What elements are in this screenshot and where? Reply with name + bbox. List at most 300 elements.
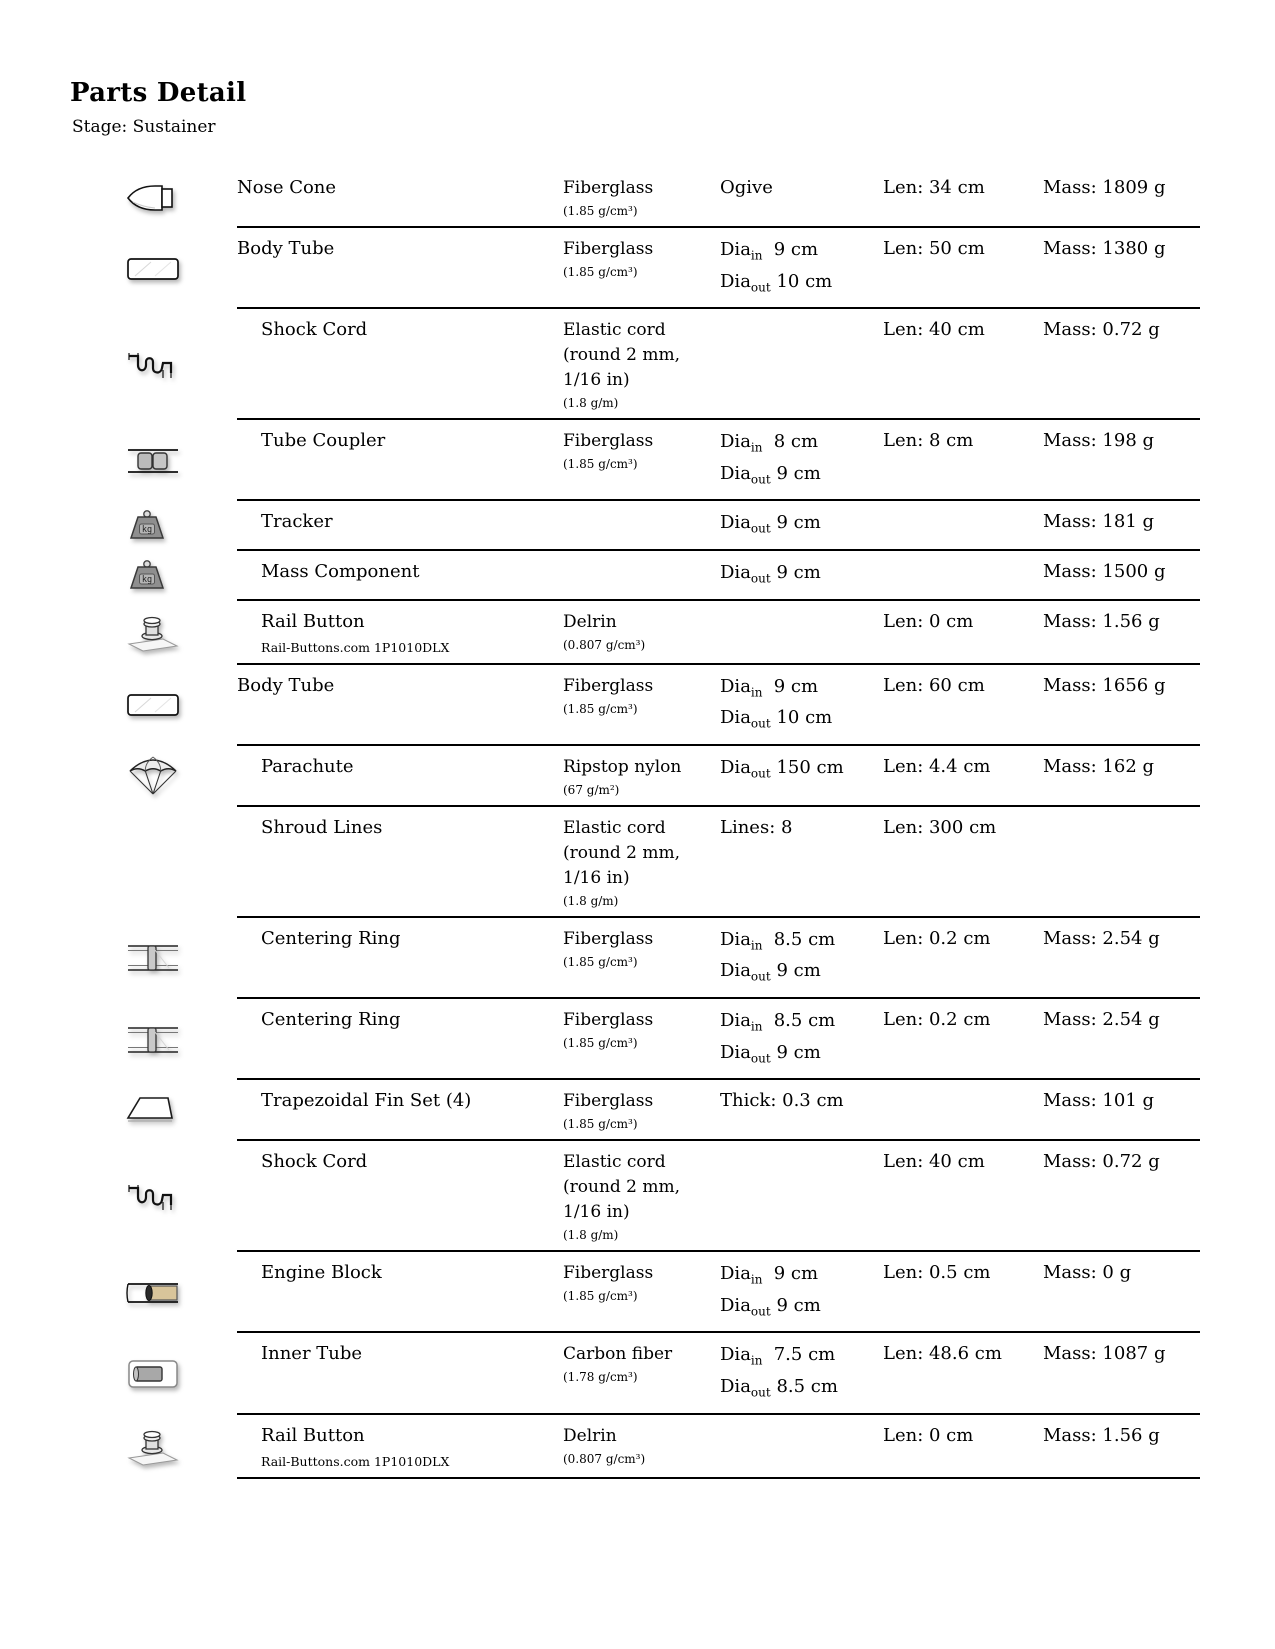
- part-name: Shroud Lines: [261, 816, 383, 838]
- name-cell: [237, 318, 563, 411]
- shock-cord-icon: [120, 1141, 237, 1252]
- material-name: Fiberglass: [563, 431, 654, 452]
- svg-text:kg: kg: [141, 525, 153, 536]
- dia-out-line: [720, 1293, 883, 1325]
- dia-word: Dia: [720, 756, 751, 778]
- mass-cell: [1043, 674, 1200, 737]
- tube-coupler-icon: [120, 420, 237, 501]
- material-name: Fiberglass: [563, 928, 654, 949]
- mass-value: Mass: 1500 g: [1043, 560, 1166, 582]
- dia-word: Dia: [720, 1009, 751, 1031]
- dia-in-label: [720, 1261, 768, 1293]
- mass-value: Mass: 1809 g: [1043, 177, 1166, 198]
- table-row: [120, 309, 1200, 420]
- dia-word: Dia: [720, 1344, 751, 1366]
- table-row: [120, 420, 1200, 501]
- row-content: [237, 807, 1200, 918]
- dia-in-subscript: in: [750, 440, 763, 455]
- material-density: (67 g/m²): [563, 782, 620, 797]
- length-cell: [883, 1342, 1043, 1405]
- material-density: (1.8 g/m): [563, 893, 619, 908]
- page-title: Parts Detail: [70, 78, 247, 108]
- dia-out-label: [720, 1374, 771, 1406]
- name-cell: [237, 560, 563, 592]
- dia-word: Dia: [720, 960, 751, 982]
- parachute-icon: [120, 746, 237, 807]
- shape-cell: [720, 927, 883, 990]
- shape-cell: [720, 1424, 883, 1470]
- part-name: Inner Tube: [261, 1343, 363, 1365]
- material-cell: [563, 674, 720, 737]
- dia-out-subscript: out: [750, 969, 771, 984]
- mass-cell: [1043, 176, 1200, 219]
- dia-word: Dia: [720, 512, 751, 534]
- dia-in-value: 8 cm: [773, 431, 819, 453]
- material-cell: [563, 927, 720, 990]
- dia-out-line: [720, 1040, 883, 1072]
- length-value: Len: 0.5 cm: [883, 1262, 991, 1284]
- dia-out-value: 9 cm: [776, 512, 821, 534]
- body-tube-icon: [120, 665, 237, 746]
- table-row: [120, 1252, 1200, 1333]
- material-cell: [563, 755, 720, 798]
- name-cell: [237, 927, 563, 990]
- row-content: [237, 665, 1200, 746]
- material-name: Delrin: [563, 1425, 617, 1446]
- dia-out-subscript: out: [750, 571, 771, 586]
- mass-cell: [1043, 237, 1200, 300]
- dia-word: Dia: [720, 928, 751, 950]
- table-row: [120, 1141, 1200, 1252]
- material-cell: [563, 318, 720, 411]
- dia-in-label: [720, 429, 768, 461]
- mass-cell: [1043, 927, 1200, 990]
- dia-out-label: [720, 269, 771, 301]
- rail-button-icon: [120, 1415, 237, 1479]
- dia-in-subscript: in: [750, 1019, 763, 1034]
- part-name: Shock Cord: [261, 1151, 368, 1173]
- dia-in-subscript: in: [750, 1353, 763, 1368]
- length-value: Len: 0.2 cm: [883, 1008, 991, 1030]
- mass-cell: [1043, 610, 1200, 656]
- dia-out-value: 9 cm: [776, 561, 821, 583]
- length-cell: [883, 610, 1043, 656]
- part-name: Centering Ring: [261, 1008, 401, 1030]
- material-cell: [563, 176, 720, 219]
- mass-value: Mass: 101 g: [1043, 1090, 1155, 1112]
- row-content: [237, 551, 1200, 601]
- dia-word: Dia: [720, 707, 751, 729]
- dia-out-line: [720, 269, 883, 301]
- shape-cell: [720, 1342, 883, 1405]
- dia-out-value: 9 cm: [776, 462, 821, 484]
- part-name: Tracker: [261, 511, 333, 533]
- shape-cell: [720, 755, 883, 798]
- material-density: (1.85 g/cm³): [563, 1289, 638, 1304]
- part-subtitle: Rail-Buttons.com 1P1010DLX: [261, 1453, 450, 1469]
- table-row: [120, 601, 1200, 665]
- row-content: [237, 309, 1200, 420]
- shape-cell: [720, 1008, 883, 1071]
- dia-in-value: 9 cm: [773, 1263, 819, 1285]
- dia-out-value: 9 cm: [776, 1041, 821, 1063]
- dia-out-value: 9 cm: [776, 960, 821, 982]
- dia-out-label: [720, 1040, 771, 1072]
- mass-value: Mass: 0 g: [1043, 1262, 1132, 1284]
- dia-word: Dia: [720, 462, 751, 484]
- length-value: Len: 0.2 cm: [883, 927, 991, 949]
- part-name: Engine Block: [261, 1262, 382, 1284]
- length-cell: [883, 318, 1043, 411]
- row-content: [237, 918, 1200, 999]
- dia-in-line: [720, 1261, 883, 1293]
- row-content: [237, 167, 1200, 228]
- name-cell: [237, 510, 563, 542]
- dia-out-label: [720, 755, 771, 787]
- name-cell: [237, 674, 563, 737]
- dia-in-line: [720, 1008, 883, 1040]
- row-content: [237, 999, 1200, 1080]
- material-density: (1.85 g/cm³): [563, 457, 638, 472]
- material-cell: [563, 1089, 720, 1132]
- length-value: Len: 300 cm: [883, 816, 997, 838]
- length-cell: [883, 816, 1043, 909]
- shape-cell: [720, 429, 883, 492]
- name-cell: [237, 1150, 563, 1243]
- dia-out-line: [720, 1374, 883, 1406]
- mass-value: Mass: 1380 g: [1043, 238, 1166, 259]
- part-name: Rail Button: [261, 1424, 365, 1446]
- dia-in-value: 8.5 cm: [773, 928, 836, 950]
- mass-value: Mass: 0.72 g: [1043, 1151, 1160, 1173]
- dia-in-label: [720, 674, 768, 706]
- row-content: [237, 746, 1200, 807]
- part-subtitle: Rail-Buttons.com 1P1010DLX: [261, 639, 450, 655]
- name-cell: [237, 1008, 563, 1071]
- mass-cell: [1043, 1008, 1200, 1071]
- material-cell: [563, 1424, 720, 1470]
- material-cell: [563, 510, 720, 542]
- row-content: [237, 501, 1200, 551]
- dia-in-label: [720, 1342, 768, 1374]
- dia-word: Dia: [720, 561, 751, 583]
- dia-out-line: [720, 755, 883, 787]
- material-name: Fiberglass: [563, 1263, 654, 1284]
- shape-cell: [720, 176, 883, 219]
- material-name: Elastic cord (round 2 mm, 1/16 in): [563, 1152, 681, 1223]
- dia-word: Dia: [720, 1263, 751, 1285]
- length-cell: [883, 927, 1043, 990]
- material-name: Elastic cord (round 2 mm, 1/16 in): [563, 320, 681, 391]
- dia-in-line: [720, 674, 883, 706]
- name-cell: [237, 1424, 563, 1470]
- length-value: Len: 50 cm: [883, 238, 985, 259]
- dia-in-subscript: in: [750, 1272, 763, 1287]
- length-value: Len: 60 cm: [883, 674, 985, 696]
- dia-out-value: 9 cm: [776, 1294, 821, 1316]
- dia-out-line: [720, 510, 883, 542]
- stage-subtitle: Stage: Sustainer: [72, 117, 216, 137]
- material-density: (1.85 g/cm³): [563, 954, 638, 969]
- part-name: Body Tube: [237, 238, 335, 259]
- part-name: Centering Ring: [261, 927, 401, 949]
- engine-block-icon: [120, 1252, 237, 1333]
- dia-in-value: 7.5 cm: [773, 1344, 836, 1366]
- mass-cell: [1043, 1342, 1200, 1405]
- material-cell: [563, 429, 720, 492]
- table-row: [120, 807, 1200, 918]
- material-cell: [563, 1150, 720, 1243]
- shape-cell: [720, 237, 883, 300]
- dia-in-subscript: in: [750, 938, 763, 953]
- shape-cell: [720, 1089, 883, 1132]
- rail-button-icon: [120, 601, 237, 665]
- fin-trapezoid-icon: [120, 1080, 237, 1141]
- shape-cell: [720, 510, 883, 542]
- dia-out-value: 8.5 cm: [776, 1375, 838, 1397]
- material-name: Fiberglass: [563, 239, 654, 259]
- shape-cell: [720, 1150, 883, 1243]
- material-density: (0.807 g/cm³): [563, 1451, 646, 1466]
- mass-cell: [1043, 1150, 1200, 1243]
- table-row: [120, 551, 1200, 601]
- name-cell: [237, 816, 563, 909]
- length-value: Len: 48.6 cm: [883, 1343, 1002, 1365]
- shock-cord-icon: [120, 309, 237, 420]
- mass-value: Mass: 1087 g: [1043, 1343, 1166, 1365]
- centering-ring-icon: [120, 999, 237, 1080]
- material-name: Fiberglass: [563, 1009, 654, 1030]
- nose-cone-icon: [120, 167, 237, 228]
- dia-out-label: [720, 461, 771, 493]
- length-value: Len: 8 cm: [883, 430, 974, 452]
- material-cell: [563, 610, 720, 656]
- name-cell: [237, 1089, 563, 1132]
- row-content: [237, 1141, 1200, 1252]
- row-content: [237, 1252, 1200, 1333]
- material-name: Carbon fiber: [563, 1344, 673, 1365]
- material-density: (1.85 g/cm³): [563, 265, 638, 279]
- mass-cell: [1043, 816, 1200, 909]
- name-cell: [237, 610, 563, 656]
- length-cell: [883, 1089, 1043, 1132]
- dia-in-label: [720, 1008, 768, 1040]
- svg-text:kg: kg: [141, 574, 153, 585]
- mass-cell: [1043, 318, 1200, 411]
- mass-value: Mass: 0.72 g: [1043, 319, 1160, 341]
- dia-word: Dia: [720, 270, 751, 292]
- dia-in-value: 8.5 cm: [773, 1009, 836, 1031]
- material-density: (0.807 g/cm³): [563, 637, 646, 652]
- dia-out-value: 150 cm: [776, 756, 844, 778]
- part-name: Shock Cord: [261, 319, 368, 341]
- dia-word: Dia: [720, 1375, 751, 1397]
- row-content: [237, 1333, 1200, 1414]
- row-content: [237, 420, 1200, 501]
- mass-cell: [1043, 1424, 1200, 1470]
- name-cell: [237, 755, 563, 798]
- row-content: [237, 1415, 1200, 1479]
- length-cell: [883, 1008, 1043, 1071]
- dia-in-subscript: in: [750, 248, 763, 263]
- shape-cell: [720, 1261, 883, 1324]
- dia-out-value: 10 cm: [776, 270, 833, 292]
- centering-ring-icon: [120, 918, 237, 999]
- length-value: Len: 40 cm: [883, 319, 985, 341]
- length-cell: [883, 1261, 1043, 1324]
- dia-word: Dia: [720, 1041, 751, 1063]
- shape-cell: [720, 816, 883, 909]
- table-row: [120, 918, 1200, 999]
- length-value: Len: 0 cm: [883, 610, 974, 632]
- table-row: [120, 665, 1200, 746]
- shape-text: Lines: 8: [720, 816, 793, 838]
- body-tube-icon: [120, 228, 237, 309]
- length-cell: [883, 429, 1043, 492]
- material-density: (1.8 g/m): [563, 396, 619, 411]
- material-name: Ripstop nylon: [563, 756, 682, 777]
- material-name: Fiberglass: [563, 178, 654, 198]
- mass-value: Mass: 2.54 g: [1043, 1008, 1160, 1030]
- dia-out-subscript: out: [750, 1385, 771, 1400]
- dia-out-line: [720, 560, 883, 592]
- part-name: Tube Coupler: [261, 430, 386, 452]
- length-value: Len: 0 cm: [883, 1424, 974, 1446]
- length-value: Len: 34 cm: [883, 177, 985, 198]
- table-row: [120, 1333, 1200, 1414]
- mass-value: Mass: 162 g: [1043, 755, 1155, 777]
- dia-out-label: [720, 510, 771, 542]
- part-name: Parachute: [261, 755, 354, 777]
- dia-word: Dia: [720, 1294, 751, 1316]
- material-cell: [563, 1008, 720, 1071]
- name-cell: [237, 1342, 563, 1405]
- mass-cell: [1043, 1089, 1200, 1132]
- dia-out-label: [720, 560, 771, 592]
- table-row: [120, 999, 1200, 1080]
- mass-weight-icon: [120, 501, 237, 551]
- length-cell: [883, 755, 1043, 798]
- dia-out-line: [720, 958, 883, 990]
- dia-in-line: [720, 927, 883, 959]
- length-cell: [883, 176, 1043, 219]
- dia-word: Dia: [720, 239, 751, 260]
- dia-in-value: 9 cm: [773, 239, 819, 260]
- shape-cell: [720, 674, 883, 737]
- dia-in-line: [720, 237, 883, 269]
- material-density: (1.85 g/cm³): [563, 1035, 638, 1050]
- dia-in-subscript: in: [750, 685, 763, 700]
- length-cell: [883, 237, 1043, 300]
- dia-in-label: [720, 927, 768, 959]
- material-cell: [563, 1342, 720, 1405]
- shape-cell: [720, 610, 883, 656]
- material-cell: [563, 816, 720, 909]
- mass-value: Mass: 2.54 g: [1043, 927, 1160, 949]
- mass-weight-icon: [120, 551, 237, 601]
- table-row: [120, 746, 1200, 807]
- dia-in-label: [720, 237, 768, 269]
- parts-table: [120, 167, 1200, 1479]
- dia-in-line: [720, 429, 883, 461]
- table-row: [120, 167, 1200, 228]
- material-density: (1.85 g/cm³): [563, 204, 638, 218]
- dia-out-subscript: out: [750, 521, 771, 536]
- material-density: (1.85 g/cm³): [563, 701, 638, 716]
- length-cell: [883, 510, 1043, 542]
- dia-out-value: 10 cm: [776, 707, 833, 729]
- mass-value: Mass: 181 g: [1043, 511, 1155, 533]
- length-cell: [883, 560, 1043, 592]
- material-name: Elastic cord (round 2 mm, 1/16 in): [563, 817, 681, 888]
- length-value: Len: 40 cm: [883, 1151, 985, 1173]
- dia-out-line: [720, 461, 883, 493]
- mass-cell: [1043, 429, 1200, 492]
- part-name: Body Tube: [237, 674, 335, 696]
- mass-value: Mass: 1.56 g: [1043, 610, 1160, 632]
- length-cell: [883, 674, 1043, 737]
- table-row: [120, 228, 1200, 309]
- dia-out-subscript: out: [750, 1304, 771, 1319]
- mass-cell: [1043, 560, 1200, 592]
- name-cell: [237, 176, 563, 219]
- dia-out-label: [720, 1293, 771, 1325]
- dia-word: Dia: [720, 675, 751, 697]
- mass-cell: [1043, 1261, 1200, 1324]
- material-density: (1.8 g/m): [563, 1228, 619, 1243]
- row-content: [237, 1080, 1200, 1141]
- mass-value: Mass: 198 g: [1043, 430, 1155, 452]
- inner-tube-icon: [120, 1333, 237, 1414]
- material-density: (1.78 g/cm³): [563, 1370, 638, 1385]
- part-name: Rail Button: [261, 610, 365, 632]
- material-cell: [563, 237, 720, 300]
- part-name: Trapezoidal Fin Set (4): [261, 1090, 472, 1112]
- mass-value: Mass: 1.56 g: [1043, 1424, 1160, 1446]
- length-cell: [883, 1424, 1043, 1470]
- material-density: (1.85 g/cm³): [563, 1117, 638, 1132]
- material-name: Fiberglass: [563, 1091, 654, 1112]
- shape-text: Ogive: [720, 177, 773, 198]
- row-content: [237, 228, 1200, 309]
- dia-in-line: [720, 1342, 883, 1374]
- row-content: [237, 601, 1200, 665]
- dia-in-value: 9 cm: [773, 675, 819, 697]
- table-row: [120, 1415, 1200, 1479]
- length-value: Len: 4.4 cm: [883, 755, 991, 777]
- material-cell: [563, 560, 720, 592]
- part-name: Nose Cone: [237, 177, 337, 198]
- name-cell: [237, 429, 563, 492]
- mass-value: Mass: 1656 g: [1043, 674, 1166, 696]
- mass-cell: [1043, 510, 1200, 542]
- dia-out-subscript: out: [750, 472, 771, 487]
- no-icon: [120, 807, 237, 918]
- dia-word: Dia: [720, 431, 751, 453]
- material-name: Fiberglass: [563, 675, 654, 696]
- material-name: Delrin: [563, 611, 617, 632]
- dia-out-label: [720, 705, 771, 737]
- length-cell: [883, 1150, 1043, 1243]
- name-cell: [237, 1261, 563, 1324]
- part-name: Mass Component: [261, 560, 420, 582]
- name-cell: [237, 237, 563, 300]
- dia-out-subscript: out: [750, 1051, 771, 1066]
- dia-out-subscript: out: [750, 766, 771, 781]
- shape-cell: [720, 318, 883, 411]
- table-row: [120, 1080, 1200, 1141]
- dia-out-label: [720, 958, 771, 990]
